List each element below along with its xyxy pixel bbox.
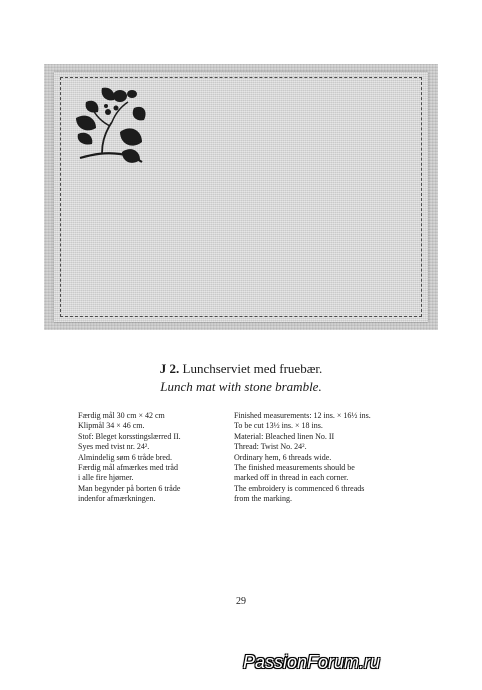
- english-line: The embroidery is commenced 6 threads: [234, 483, 365, 493]
- danish-line: Man begynder på borten 6 tråde: [78, 483, 181, 493]
- danish-instructions: [78, 411, 228, 505]
- english-line: To be cut 13½ ins. × 18 ins.: [234, 421, 323, 431]
- danish-line: i alle fire hjørner.: [78, 473, 134, 483]
- pattern-heading: [0, 360, 482, 396]
- danish-line: Syes med tvist nr. 24².: [78, 442, 150, 452]
- english-line: Material: Bleached linen No. II: [234, 431, 335, 441]
- danish-line: Stof: Bleget korsstingslærred II.: [78, 431, 181, 441]
- english-line: The finished measurements should be: [234, 463, 355, 473]
- danish-line: Almindelig søm 6 tråde bred.: [78, 452, 172, 462]
- title-english: Lunch mat with stone bramble.: [160, 379, 322, 394]
- english-instructions: [234, 411, 424, 505]
- pattern-code: J 2.: [159, 361, 180, 376]
- danish-line: indenfor afmærkningen.: [78, 494, 156, 504]
- title-danish: Lunchserviet med fruebær.: [182, 361, 323, 376]
- heading-danish: [0, 360, 482, 378]
- mat-photo: [44, 64, 438, 330]
- english-line: Ordinary hem, 6 threads wide.: [234, 452, 332, 462]
- linen-mat: [54, 72, 428, 322]
- stone-bramble-motif-icon: [72, 82, 148, 170]
- english-line: Finished measurements: 12 ins. × 16½ ins.: [234, 411, 371, 420]
- danish-line: Klipmål 34 × 46 cm.: [78, 421, 145, 431]
- english-line: Thread: Twist No. 24².: [234, 442, 307, 452]
- danish-line: Færdig mål afmærkes med tråd: [78, 463, 178, 473]
- english-line: from the marking.: [234, 494, 292, 504]
- english-line: marked off in thread in each corner.: [234, 473, 349, 483]
- danish-line: Færdig mål 30 cm × 42 cm: [78, 411, 165, 420]
- page-number: 29: [236, 596, 246, 607]
- forum-watermark: PassionForum.ru: [243, 652, 381, 672]
